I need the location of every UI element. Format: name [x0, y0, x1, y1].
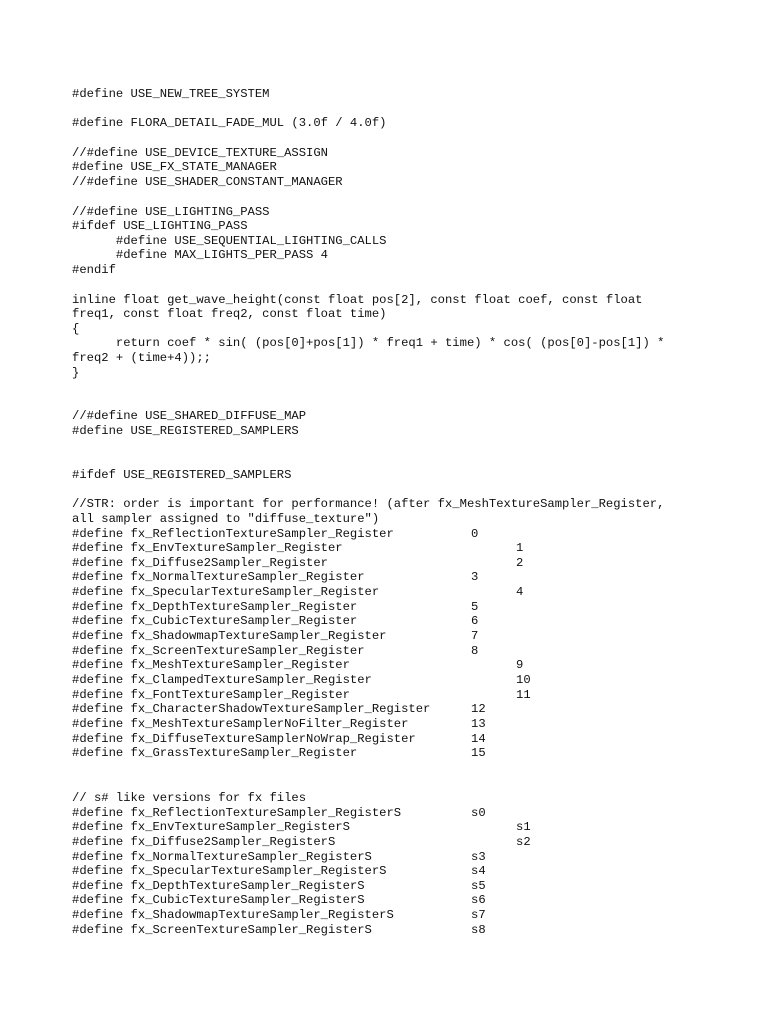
code-line: //STR: order is important for performance! (after fx_MeshTextureSampler_Register,: [72, 497, 665, 511]
register-value: s4: [471, 864, 486, 878]
code-line: //#define USE_SHARED_DIFFUSE_MAP: [72, 409, 307, 423]
register-value: 4: [516, 585, 524, 599]
register-value: s1: [516, 820, 531, 834]
register-name: #define fx_NormalTextureSampler_RegisterS: [72, 850, 372, 864]
register-value: s2: [516, 835, 531, 849]
register-name: #define fx_SpecularTextureSampler_RegisterS: [72, 864, 387, 878]
code-line: // s# like versions for fx files: [72, 791, 307, 805]
code-line: {: [72, 322, 80, 336]
code-line: #ifdef USE_REGISTERED_SAMPLERS: [72, 468, 292, 482]
register-name: #define fx_CharacterShadowTextureSampler_Register: [72, 702, 431, 716]
register-value: s0: [471, 806, 486, 820]
register-name: #define fx_NormalTextureSampler_Register: [72, 570, 365, 584]
register-value: 12: [471, 702, 486, 716]
code-line: #define USE_REGISTERED_SAMPLERS: [72, 424, 299, 438]
register-value: 9: [516, 658, 524, 672]
register-value: 2: [516, 556, 524, 570]
code-line: #define USE_FX_STATE_MANAGER: [72, 160, 277, 174]
register-name: #define fx_ReflectionTextureSampler_Register: [72, 527, 394, 541]
code-line: }: [72, 366, 80, 380]
register-name: #define fx_ScreenTextureSampler_Register: [72, 644, 365, 658]
register-value: 14: [471, 732, 486, 746]
register-name: #define fx_ClampedTextureSampler_Register: [72, 673, 372, 687]
code-line: #endif: [72, 263, 116, 277]
register-name: #define fx_EnvTextureSampler_RegisterS: [72, 820, 350, 834]
register-name: #define fx_Diffuse2Sampler_RegisterS: [72, 835, 336, 849]
register-value: s6: [471, 893, 486, 907]
code-line: inline float get_wave_height(const float pos[2], const float coef, const float: [72, 293, 643, 307]
register-name: #define fx_DiffuseTextureSamplerNoWrap_Register: [72, 732, 416, 746]
register-name: #define fx_MeshTextureSamplerNoFilter_Register: [72, 717, 409, 731]
register-value: 15: [471, 746, 486, 760]
code-line: //#define USE_LIGHTING_PASS: [72, 205, 270, 219]
register-name: #define fx_ScreenTextureSampler_RegisterS: [72, 923, 372, 937]
register-name: #define fx_CubicTextureSampler_RegisterS: [72, 893, 365, 907]
register-name: #define fx_Diffuse2Sampler_Register: [72, 556, 328, 570]
register-value: 10: [516, 673, 531, 687]
register-value: s8: [471, 923, 486, 937]
register-name: #define fx_MeshTextureSampler_Register: [72, 658, 350, 672]
code-line: freq1, const float freq2, const float time): [72, 307, 387, 321]
register-name: #define fx_ShadowmapTextureSampler_RegisterS: [72, 908, 394, 922]
register-name: #define fx_SpecularTextureSampler_Register: [72, 585, 380, 599]
register-name: #define fx_DepthTextureSampler_RegisterS: [72, 879, 365, 893]
register-name: #define fx_GrassTextureSampler_Register: [72, 746, 358, 760]
code-line: #define FLORA_DETAIL_FADE_MUL (3.0f / 4.0f): [72, 116, 387, 130]
register-value: 1: [516, 541, 524, 555]
register-value: s5: [471, 879, 486, 893]
register-value: 3: [471, 570, 479, 584]
code-line: #define USE_SEQUENTIAL_LIGHTING_CALLS: [72, 234, 387, 248]
code-line: freq2 + (time+4));;: [72, 351, 211, 365]
register-value: s3: [471, 850, 486, 864]
register-value: 0: [471, 527, 479, 541]
code-line: //#define USE_SHADER_CONSTANT_MANAGER: [72, 175, 343, 189]
register-name: #define fx_EnvTextureSampler_Register: [72, 541, 343, 555]
register-value: 11: [516, 688, 531, 702]
register-value: 13: [471, 717, 486, 731]
register-value: s7: [471, 908, 486, 922]
code-line: #define USE_NEW_TREE_SYSTEM: [72, 87, 270, 101]
code-line: #define MAX_LIGHTS_PER_PASS 4: [72, 248, 328, 262]
register-name: #define fx_ShadowmapTextureSampler_Register: [72, 629, 387, 643]
register-value: 8: [471, 644, 479, 658]
register-name: #define fx_DepthTextureSampler_Register: [72, 600, 358, 614]
register-name: #define fx_FontTextureSampler_Register: [72, 688, 350, 702]
register-value: 7: [471, 629, 479, 643]
code-line: #ifdef USE_LIGHTING_PASS: [72, 219, 248, 233]
register-name: #define fx_CubicTextureSampler_Register: [72, 614, 358, 628]
code-line: return coef * sin( (pos[0]+pos[1]) * freq1 + time) * cos( (pos[0]-pos[1]) *: [72, 336, 665, 350]
register-value: 6: [471, 614, 479, 628]
register-name: #define fx_ReflectionTextureSampler_RegisterS: [72, 806, 402, 820]
code-line: //#define USE_DEVICE_TEXTURE_ASSIGN: [72, 146, 328, 160]
register-value: 5: [471, 600, 479, 614]
code-line: all sampler assigned to "diffuse_texture"): [72, 512, 380, 526]
